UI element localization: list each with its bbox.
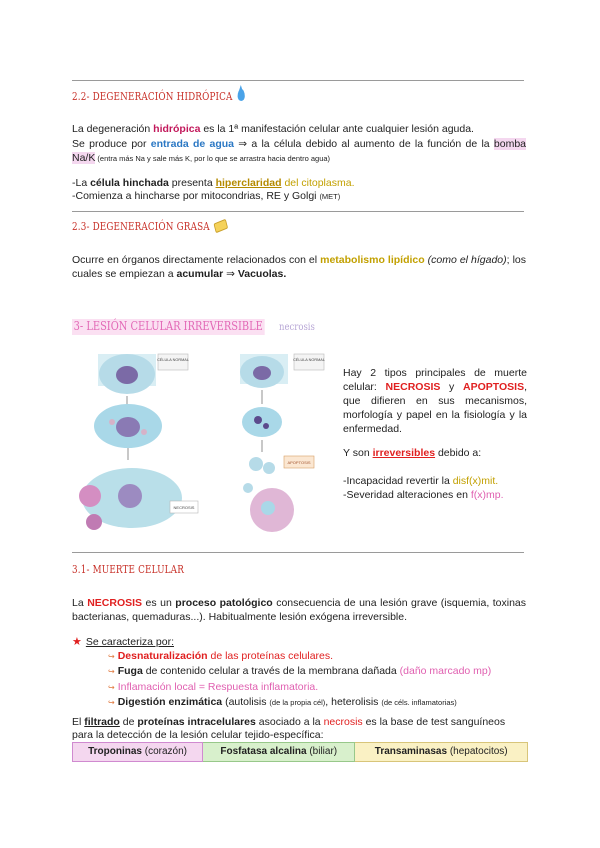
section-title-text: 3.1- MUERTE CELULAR [72, 563, 184, 576]
text: acumular [176, 268, 224, 280]
paragraph [343, 447, 481, 461]
text: Y son [343, 447, 373, 459]
nucleus [118, 484, 142, 508]
text: ⇒ [223, 268, 238, 280]
text: APOPTOSIS [463, 381, 525, 393]
apoptotic-body [249, 457, 263, 471]
text: de contenido celular a través de la membrana dañada [142, 665, 400, 678]
arrow-bullet-icon: ↪ [108, 697, 115, 707]
text: hidrópica [153, 123, 201, 135]
text: es la base de test sanguíneos [362, 716, 506, 728]
section-divider [72, 80, 524, 81]
text: (corazón) [141, 746, 187, 758]
label-box [294, 354, 324, 370]
text: NECROSIS [87, 597, 143, 609]
section-divider [72, 552, 524, 553]
characteristics-list [108, 649, 528, 710]
paragraph [72, 123, 526, 137]
paragraph [72, 253, 526, 281]
characteristics-heading [72, 635, 526, 650]
text: Inflamación local = Respuesta inflamatoria. [117, 680, 319, 693]
text: -La [72, 177, 91, 189]
organelle [141, 429, 147, 435]
cell-death-figure [72, 348, 330, 534]
text: -Incapacidad revertir la [343, 475, 453, 487]
figure-label: APOPTOSIS [287, 460, 311, 465]
section-title-text: 2.3- DEGENERACIÓN GRASA [72, 220, 210, 233]
arrow-bullet-icon: ↪ [108, 682, 115, 692]
text: Vacuolas. [237, 268, 287, 280]
section-title-2-3 [72, 220, 227, 235]
arrow-bullet-icon: ↪ [108, 667, 115, 677]
text: (de céls. inflamatorias) [381, 697, 457, 707]
label-box [158, 354, 188, 370]
text: irreversibles [372, 447, 436, 459]
star-icon: ★ [72, 636, 82, 648]
table-cell [73, 743, 203, 762]
text: consecuencia de una lesión grave (isquemia, toxinas bacterianas, quemaduras...). Habitualmente lesión exógena irreversible. [72, 597, 526, 623]
text: , que difieren en sus mecanismos, morfología y papel en la fisiología y la enfermedad. [343, 381, 527, 435]
section-title-text: 3- LESIÓN CELULAR IRREVERSIBLE [73, 319, 263, 333]
text: Fosfatasa alcalina [220, 746, 307, 758]
text: es un [142, 597, 176, 609]
nucleus [116, 366, 138, 384]
text: de las proteínas celulares. [207, 650, 334, 662]
chromatin [263, 423, 269, 429]
bullet-line [72, 190, 526, 204]
text: y [440, 381, 463, 393]
text: Ocurre en órganos directamente relacionados con el [72, 254, 321, 266]
text: Se caracteriza por: [85, 636, 174, 648]
text: para la detección de la lesión celular tejido-específica: [72, 729, 324, 741]
section-title-2-2 [72, 89, 245, 105]
text: La [72, 597, 88, 609]
paragraph [72, 729, 526, 743]
text: filtrado [84, 716, 120, 728]
nucleus [116, 417, 140, 437]
apoptotic-body [243, 483, 253, 493]
organelle [109, 419, 115, 425]
text: del citoplasma. [281, 177, 355, 189]
necrosis-apoptosis-diagram [72, 348, 330, 534]
bullet-line [72, 177, 526, 191]
text: bomba Na/K [72, 138, 527, 164]
figure-label: CÉLULA NORMAL [157, 358, 189, 362]
chromatin [254, 416, 262, 424]
text: El [72, 716, 85, 728]
text: (MET) [319, 192, 341, 201]
text: de [119, 716, 138, 728]
butter-icon [214, 219, 229, 233]
text: NECROSIS [385, 381, 441, 393]
paragraph [343, 366, 527, 436]
text: (de la propia cél) [269, 697, 326, 707]
text: (como el hígado) [424, 254, 507, 266]
text: Transaminasas [374, 746, 448, 758]
text: ; los cuales se empiezan a [72, 254, 526, 280]
text: Se produce por [72, 138, 151, 150]
reason-line [343, 475, 498, 489]
text: hiperclaridad [215, 177, 282, 189]
section-title-3 [72, 319, 321, 335]
text: debido a: [435, 447, 482, 459]
text: La degeneración [72, 123, 154, 135]
text: (entra más Na y sale más K, por lo que se arrastra hacia dentro agua) [95, 154, 331, 163]
shrinking-cell [242, 407, 282, 437]
text: célula hinchada [90, 177, 169, 189]
text: es la 1ª manifestación celular ante cualquier lesión aguda. [200, 123, 474, 135]
list-item [108, 695, 528, 710]
section-divider [72, 211, 524, 212]
figure-label: CÉLULA NORMAL [293, 358, 325, 362]
list-item [108, 680, 528, 695]
nucleus [253, 366, 271, 380]
inflammatory-cell [79, 485, 101, 507]
text: (autolisis [222, 695, 270, 708]
test-table [72, 742, 528, 762]
list-item [108, 649, 528, 664]
section-subtitle: necrosis [278, 322, 315, 333]
text: metabolismo lipídico [320, 254, 425, 266]
text: Troponinas [88, 746, 142, 758]
text: ⇒ a la célula debido al aumento de la función de la [234, 138, 494, 150]
apoptotic-body [263, 462, 275, 474]
figure-label: NECROSIS [173, 505, 195, 510]
text: disf(x)mit. [452, 475, 499, 487]
text: (biliar) [306, 746, 338, 758]
text: proteínas intracelulares [137, 716, 256, 728]
text: Hay 2 tipos principales de muerte celular: [343, 367, 527, 393]
text: entrada de agua [150, 138, 235, 150]
paragraph [72, 716, 526, 730]
paragraph [72, 596, 526, 624]
text: , heterolisis [325, 695, 382, 708]
list-item [108, 664, 528, 679]
text: (daño marcado mp) [399, 665, 492, 678]
text: proceso patológico [175, 597, 273, 609]
text: (hepatocitos) [447, 746, 508, 758]
inflammatory-cell [86, 514, 102, 530]
text: necrosis [323, 716, 363, 728]
text: Desnaturalización [117, 650, 208, 662]
section-title-text: 2.2- DEGENERACIÓN HIDRÓPICA [72, 90, 233, 103]
text: -Severidad alteraciones en [343, 489, 471, 501]
paragraph [72, 137, 526, 166]
water-drop-icon [237, 89, 244, 101]
text: -Comienza a hincharse por mitocondrias, RE y Golgi [72, 190, 320, 202]
engulfed-body [261, 501, 275, 515]
text: f(x)mp. [470, 489, 504, 501]
section-title-3-1 [72, 563, 184, 578]
text: presenta [168, 177, 216, 189]
text: asociado a la [255, 716, 324, 728]
reason-line [343, 489, 504, 503]
arrow-bullet-icon: ↪ [108, 652, 115, 661]
table-cell [355, 743, 528, 762]
table-row [73, 743, 528, 762]
text: Digestión enzimática [117, 695, 223, 708]
table-cell [203, 743, 355, 762]
text: Fuga [117, 665, 143, 678]
